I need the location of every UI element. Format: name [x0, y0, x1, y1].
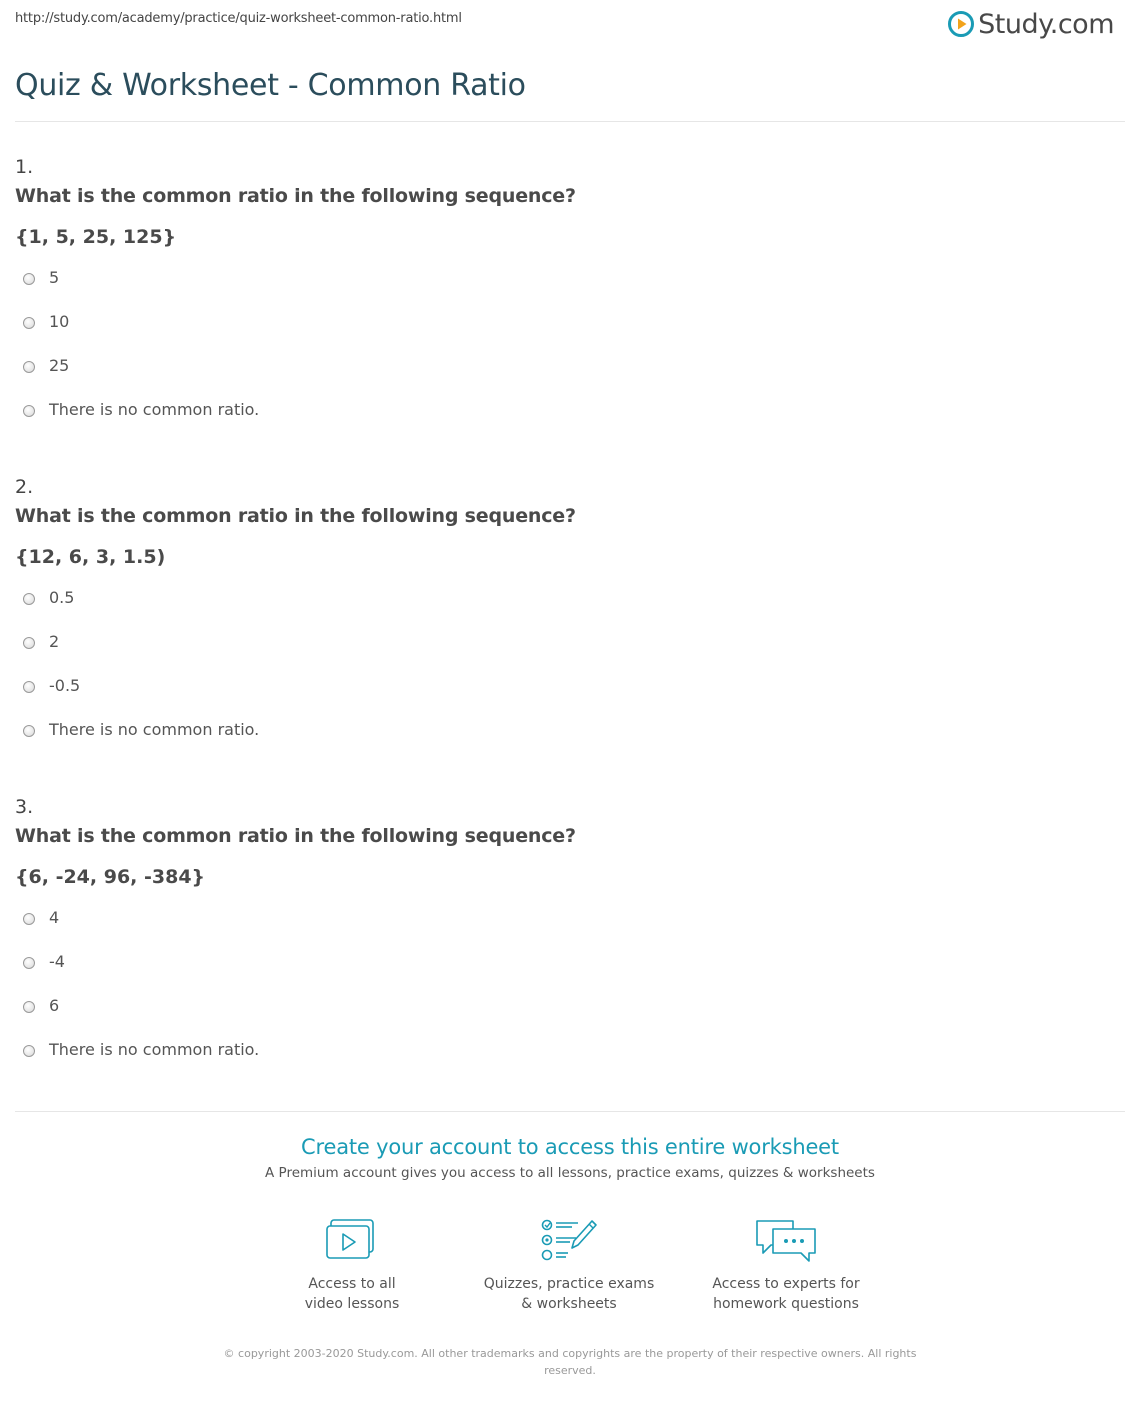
question-number: 1. [15, 156, 34, 178]
feature-experts [676, 1218, 896, 1314]
cta-divider [15, 1111, 1125, 1112]
study-logo-text: Study.com [978, 8, 1114, 40]
question-text: What is the common ratio in the following sequence? [15, 825, 576, 847]
answer-option[interactable] [15, 312, 1115, 356]
answer-label: There is no common ratio. [49, 400, 260, 419]
answer-option[interactable] [15, 676, 1115, 720]
feature-label [242, 1274, 462, 1314]
feature-label-line: video lessons [304, 1296, 400, 1312]
answer-option[interactable] [15, 952, 1115, 996]
answer-options [15, 908, 1115, 1084]
feature-label-line: homework questions [713, 1296, 859, 1312]
radio-button[interactable] [23, 725, 35, 737]
question-text: What is the common ratio in the following sequence? [15, 505, 576, 527]
answer-label: -0.5 [49, 676, 81, 695]
question-number: 2. [15, 476, 34, 498]
radio-button[interactable] [23, 593, 35, 605]
answer-option[interactable] [15, 1040, 1115, 1084]
answer-option[interactable] [15, 632, 1115, 676]
premium-description: A Premium account gives you access to all lessons, practice exams, quizzes & worksheets [265, 1165, 875, 1181]
answer-label: 5 [49, 268, 60, 287]
chat-bubbles-icon [754, 1218, 818, 1264]
answer-label: There is no common ratio. [49, 720, 260, 739]
feature-video-lessons [242, 1218, 462, 1314]
create-account-link[interactable]: Create your account to access this entire worksheet [301, 1135, 839, 1159]
answer-option[interactable] [15, 908, 1115, 952]
radio-button[interactable] [23, 1001, 35, 1013]
radio-button[interactable] [23, 913, 35, 925]
answer-label: There is no common ratio. [49, 1040, 260, 1059]
copyright-notice: © copyright 2003-2020 Study.com. All other trademarks and copyrights are the property of their respective owners. All rights reserved. [223, 1347, 917, 1377]
study-logo[interactable] [948, 4, 1114, 44]
answer-label: 10 [49, 312, 70, 331]
question-3 [15, 793, 1115, 1084]
radio-button[interactable] [23, 273, 35, 285]
question-sequence: {6, -24, 96, -384} [15, 866, 206, 888]
question-sequence: {12, 6, 3, 1.5) [15, 546, 166, 568]
study-logo-play-icon [948, 11, 974, 37]
feature-label-line: & worksheets [521, 1296, 617, 1312]
answer-label: 0.5 [49, 588, 75, 607]
feature-label-line: Quizzes, practice exams [483, 1276, 655, 1292]
feature-label-line: Access to experts for [712, 1276, 860, 1292]
feature-label [676, 1274, 896, 1314]
answer-label: 25 [49, 356, 70, 375]
feature-label-line: Access to all [308, 1276, 396, 1292]
answer-option[interactable] [15, 996, 1115, 1040]
title-divider [15, 121, 1125, 122]
answer-label: 6 [49, 996, 60, 1015]
page-title: Quiz & Worksheet - Common Ratio [15, 68, 526, 103]
page-url: http://study.com/academy/practice/quiz-worksheet-common-ratio.html [15, 11, 462, 26]
answer-option[interactable] [15, 356, 1115, 400]
answer-option[interactable] [15, 720, 1115, 764]
radio-button[interactable] [23, 361, 35, 373]
feature-quizzes [459, 1218, 679, 1314]
answer-option[interactable] [15, 400, 1115, 444]
video-lesson-icon [326, 1218, 378, 1264]
answer-options [15, 268, 1115, 444]
radio-button[interactable] [23, 637, 35, 649]
answer-label: 4 [49, 908, 60, 927]
radio-button[interactable] [23, 317, 35, 329]
radio-button[interactable] [23, 681, 35, 693]
question-number: 3. [15, 796, 34, 818]
answer-label: -4 [49, 952, 65, 971]
question-sequence: {1, 5, 25, 125} [15, 226, 177, 248]
answer-label: 2 [49, 632, 60, 651]
question-text: What is the common ratio in the following sequence? [15, 185, 576, 207]
answer-option[interactable] [15, 588, 1115, 632]
radio-button[interactable] [23, 1045, 35, 1057]
quiz-checklist-icon [540, 1218, 598, 1264]
feature-label [459, 1274, 679, 1314]
answer-options [15, 588, 1115, 764]
question-1 [15, 153, 1115, 444]
question-2 [15, 473, 1115, 764]
answer-option[interactable] [15, 268, 1115, 312]
radio-button[interactable] [23, 405, 35, 417]
radio-button[interactable] [23, 957, 35, 969]
